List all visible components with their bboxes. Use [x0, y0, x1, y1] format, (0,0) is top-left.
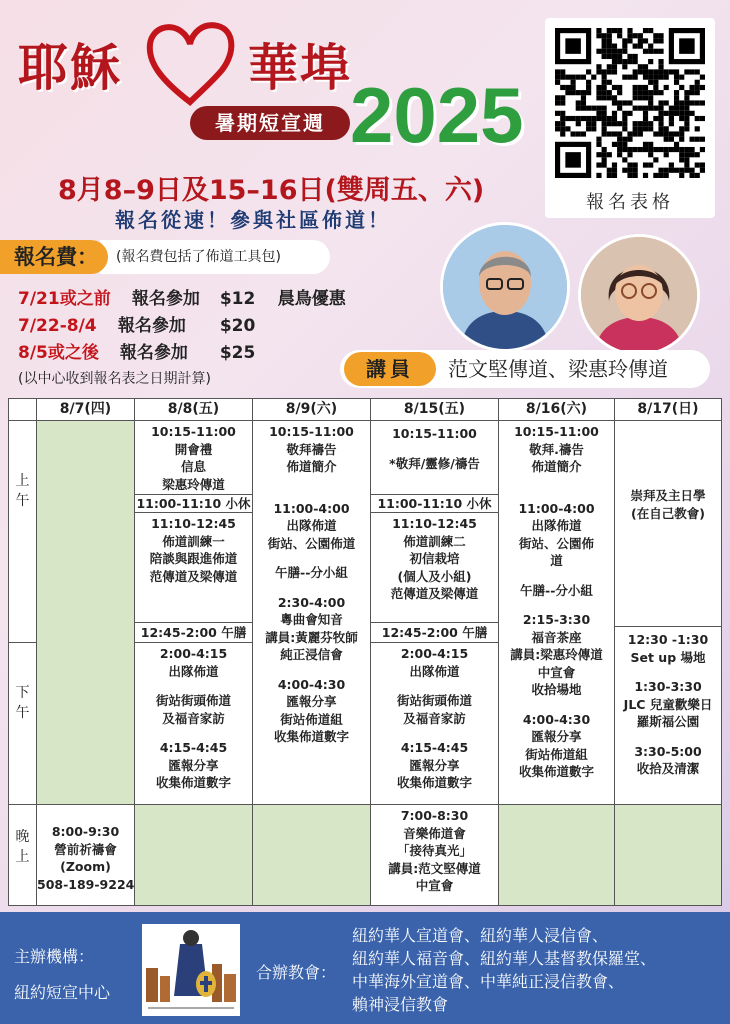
- schedule-line: 2:15-3:30: [522, 612, 591, 627]
- co-host-line: 紐約華人福音會、紐約華人基督教保羅堂、: [352, 949, 657, 968]
- heart-icon: [140, 14, 240, 114]
- schedule-line: 信息: [180, 459, 206, 474]
- schedule-line: 10:15-11:00: [269, 424, 354, 439]
- co-host-list: [352, 924, 656, 1016]
- fee-date: 7/21或之前: [18, 289, 111, 309]
- schedule-cell: [371, 805, 499, 905]
- row-label-afternoon: 下午: [9, 643, 37, 805]
- organizer-logo: [142, 924, 240, 1016]
- co-host-line: 中華海外宣道會、中華純正浸信教會、: [352, 972, 625, 991]
- schedule-line: 11:10-12:45: [392, 516, 477, 531]
- title-right: 華埠: [248, 39, 352, 97]
- schedule-line: 2:00-4:15: [159, 646, 228, 661]
- event-dates: 8月8–9日及15–16日(雙周五、六): [58, 175, 485, 206]
- fee-date: 7/22-8/4: [18, 316, 97, 336]
- schedule-line: [253, 552, 370, 564]
- schedule-line: 佈道訓練一: [162, 533, 225, 549]
- schedule-line: 街站街頭佈道: [155, 693, 231, 708]
- lunch-cell: 12:45-2:00 午膳: [371, 623, 499, 643]
- schedule-cell: [615, 421, 721, 627]
- row-label-evening: 晚上: [9, 805, 37, 905]
- schedule-line: [499, 488, 614, 500]
- lunch-cell: 12:45-2:00 午膳: [135, 623, 253, 643]
- schedule-line: 2:00-4:15: [400, 646, 469, 661]
- schedule-line: 收集佈道數字: [273, 729, 349, 744]
- fee-note: (報名費包括了佈道工具包): [100, 240, 330, 274]
- schedule-line: 匯報分享: [531, 729, 582, 744]
- column-header: 8/17(日): [615, 399, 721, 421]
- schedule-line: (個人及小組): [397, 568, 472, 584]
- footer: [0, 912, 730, 1024]
- schedule-line: 匯報分享: [409, 757, 460, 773]
- schedule-line: 收集佈道數字: [518, 764, 594, 779]
- column-header: 8/7(四): [37, 399, 135, 421]
- schedule-line: 陪談與跟進佈道: [149, 551, 238, 566]
- schedule-line: 1:30-3:30: [634, 679, 702, 694]
- schedule-line: 2:30-4:00: [277, 594, 346, 610]
- schedule-line: 講員:范文堅傳道: [388, 860, 481, 876]
- schedule-line: 羅斯福公園: [636, 714, 700, 729]
- schedule-cell: [615, 627, 721, 805]
- schedule-line: 崇拜及主日學: [630, 488, 706, 503]
- schedule-line: 4:00-4:30: [277, 676, 346, 692]
- schedule-line: 午膳--分小組: [275, 565, 348, 580]
- schedule-line: 收拾及清潔: [636, 761, 700, 776]
- schedule-line: [371, 727, 498, 739]
- schedule-cell: [135, 513, 253, 623]
- fee-row: [18, 284, 346, 309]
- schedule-cell: [37, 805, 135, 905]
- schedule-line: 4:15-4:45: [400, 740, 469, 755]
- schedule-line: 匯報分享: [168, 757, 219, 773]
- break-cell: 11:00-11:10 小休: [135, 495, 253, 513]
- schedule-line: 福音茶座: [531, 629, 582, 645]
- speaker-names: 范文堅傳道、梁惠玲傳道: [448, 357, 668, 381]
- year: 2025: [350, 71, 524, 159]
- title-left: 耶穌: [18, 39, 122, 97]
- schedule-line: [499, 599, 614, 611]
- subtitle-badge: 暑期短宣週: [190, 106, 350, 140]
- schedule-line: 「接待真光」: [396, 843, 472, 858]
- column-header: 8/8(五): [135, 399, 253, 421]
- schedule-line: 午膳--分小組: [520, 582, 593, 598]
- schedule-line: [615, 666, 721, 678]
- schedule-line: [371, 443, 498, 455]
- column-header: 8/16(六): [499, 399, 615, 421]
- fee-price: $20: [219, 316, 256, 336]
- schedule-line: *敬拜/靈修/禱告: [389, 455, 480, 471]
- schedule-line: 純正浸信會: [280, 647, 343, 662]
- schedule-line: (Zoom): [60, 859, 111, 874]
- schedule-line: 12:30 -1:30: [627, 632, 709, 647]
- schedule-line: 街站街頭佈道: [396, 693, 472, 708]
- avatar: [578, 234, 700, 356]
- schedule-line: 508-189-9224: [37, 876, 135, 892]
- fee-price: $25: [219, 343, 256, 363]
- schedule-line: Set up 場地: [630, 649, 706, 665]
- schedule-line: 粵曲會知音: [280, 612, 343, 627]
- break-cell: 11:00-11:10 小休: [371, 495, 499, 513]
- schedule-line: 敬拜.禱告: [529, 441, 584, 457]
- schedule-line: 道: [550, 553, 563, 568]
- schedule-line: 收拾場地: [531, 682, 582, 697]
- schedule-line: 11:10-12:45: [151, 516, 236, 531]
- schedule-line: [253, 582, 370, 594]
- schedule-line: 開會禮: [174, 441, 213, 457]
- schedule-line: 營前祈禱會: [54, 841, 117, 857]
- schedule-cell: [135, 421, 253, 495]
- row-label-morning: 上午: [9, 421, 37, 643]
- co-host-line: 賴神浸信教會: [352, 995, 449, 1014]
- schedule-line: [499, 476, 614, 488]
- fee-what: 報名參加: [117, 316, 186, 336]
- schedule-line: 講員:梁惠玲傳道: [510, 647, 603, 662]
- empty-cell: [499, 805, 615, 905]
- schedule-line: [253, 476, 370, 488]
- co-host-label: 合辦教會：: [256, 963, 337, 982]
- schedule-line: [371, 680, 498, 692]
- column-header: 8/15(五): [371, 399, 499, 421]
- fee-row: [18, 311, 255, 336]
- schedule-table: [8, 398, 722, 906]
- fee-extra: 晨鳥優惠: [277, 289, 346, 309]
- organizer-name: 紐約短宣中心: [14, 983, 111, 1002]
- fee-label: 報名費：: [0, 240, 108, 274]
- schedule-line: 敬拜禱告: [286, 441, 337, 457]
- co-host-line: 紐約華人宣道會、紐約華人浸信會、: [352, 926, 609, 945]
- schedule-line: 中宣會: [537, 664, 576, 680]
- schedule-line: [253, 664, 370, 676]
- fee-calc-note: (以中心收到報名表之日期計算): [18, 371, 211, 387]
- schedule-line: 收集佈道數字: [396, 775, 472, 790]
- empty-cell: [135, 805, 253, 905]
- schedule-line: 佈道訓練二: [403, 533, 466, 549]
- table-corner: [9, 399, 37, 421]
- schedule-line: 講員:黃麗芬牧師: [265, 629, 358, 645]
- schedule-cell: [371, 643, 499, 805]
- empty-cell: [37, 421, 135, 805]
- slogan: 報名從速！參與社區佈道！: [115, 208, 391, 232]
- schedule-line: 范傳道及梁傳道: [390, 586, 479, 601]
- schedule-line: 街站佈道組: [280, 711, 343, 727]
- schedule-cell: [371, 421, 499, 495]
- fee-what: 報名參加: [131, 289, 200, 309]
- schedule-line: 匯報分享: [286, 694, 337, 709]
- schedule-line: 及福音家訪: [162, 710, 225, 726]
- schedule-line: 4:00-4:30: [522, 711, 591, 727]
- schedule-line: 10:15-11:00: [151, 424, 236, 439]
- schedule-line: 出隊佈道: [409, 663, 460, 679]
- schedule-line: 范傳道及梁傳道: [149, 568, 238, 584]
- schedule-line: 8:00-9:30: [51, 824, 120, 839]
- fee-what: 報名參加: [119, 343, 188, 363]
- schedule-line: 出隊佈道: [168, 663, 219, 679]
- schedule-line: 11:00-4:00: [273, 500, 350, 516]
- schedule-line: 音樂佈道會: [403, 825, 466, 841]
- schedule-line: 佈道簡介: [531, 459, 582, 474]
- schedule-line: 3:30-5:00: [634, 743, 702, 759]
- schedule-line: 收集佈道數字: [155, 775, 231, 790]
- schedule-line: 10:15-11:00: [392, 426, 477, 441]
- schedule-cell: [499, 421, 615, 805]
- schedule-line: 中宣會: [415, 878, 454, 893]
- schedule-line: (在自己教會): [631, 505, 705, 521]
- fee-row: [18, 338, 255, 363]
- schedule-line: 10:15-11:00: [514, 424, 599, 439]
- schedule-cell: [371, 513, 499, 623]
- schedule-cell: [135, 643, 253, 805]
- schedule-line: 出隊佈道: [286, 518, 337, 533]
- avatar: [440, 222, 570, 352]
- schedule-line: 街站佈道組: [525, 746, 588, 762]
- schedule-line: [135, 727, 252, 739]
- empty-cell: [253, 805, 371, 905]
- schedule-cell: [253, 421, 371, 805]
- schedule-line: 4:15-4:45: [159, 740, 228, 755]
- schedule-line: 街站、公園佈道: [267, 535, 356, 551]
- schedule-line: [253, 488, 370, 500]
- qr-code-icon[interactable]: [555, 28, 705, 178]
- schedule-line: 11:00-4:00: [518, 500, 595, 516]
- speaker-label: 講員: [344, 352, 436, 386]
- schedule-line: JLC 兒童歡樂日: [623, 696, 713, 712]
- column-header: 8/9(六): [253, 399, 371, 421]
- schedule-line: 及福音家訪: [403, 710, 466, 726]
- fee-date: 8/5或之後: [18, 343, 99, 363]
- fee-price: $12: [219, 289, 256, 309]
- schedule-line: 佈道簡介: [286, 459, 337, 474]
- schedule-line: 初信栽培: [409, 551, 460, 566]
- schedule-line: [499, 699, 614, 711]
- empty-cell: [615, 805, 721, 905]
- schedule-line: [499, 570, 614, 582]
- schedule-line: [135, 680, 252, 692]
- schedule-line: 梁惠玲傳道: [162, 476, 225, 492]
- qr-box[interactable]: [545, 18, 715, 218]
- schedule-line: 7:00-8:30: [400, 808, 469, 823]
- schedule-line: 街站、公園佈: [518, 535, 594, 551]
- schedule-line: [615, 731, 721, 743]
- schedule-line: 出隊佈道: [531, 518, 582, 533]
- qr-label: 報名表格: [586, 192, 674, 213]
- organizer-label: 主辦機構：: [14, 947, 95, 966]
